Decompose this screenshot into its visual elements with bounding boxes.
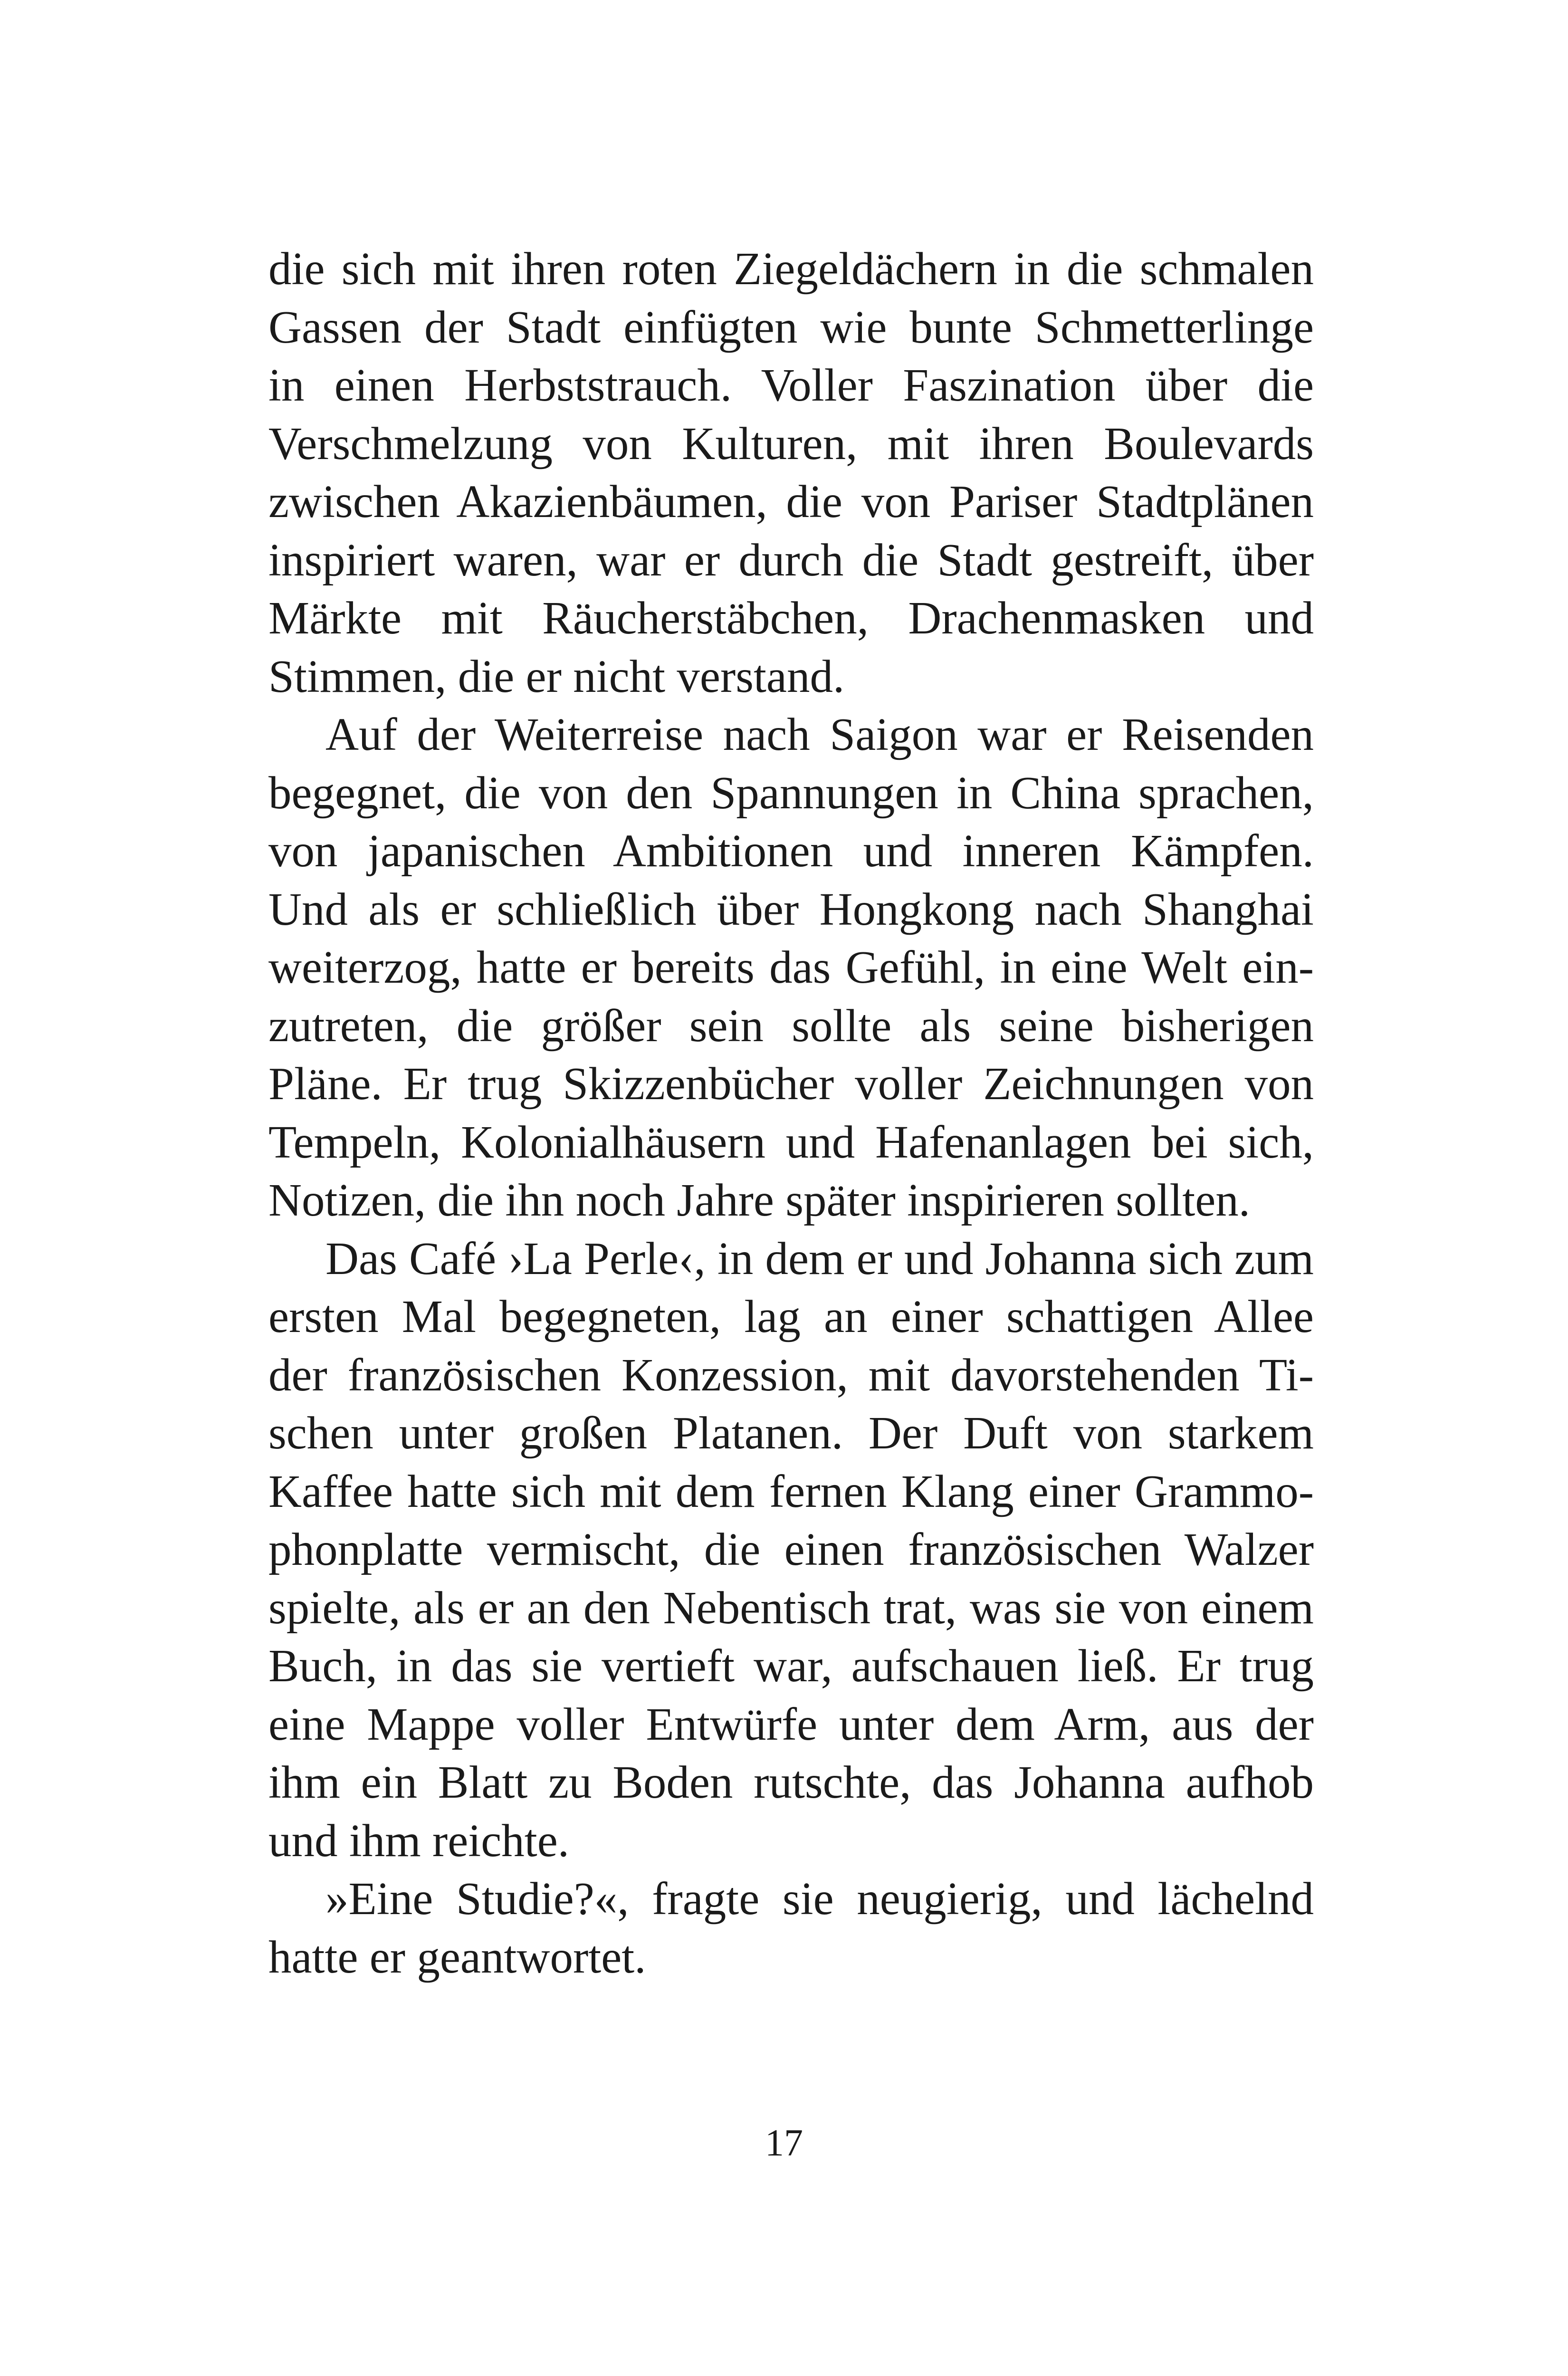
text-line: zwischen Akazienbäumen, die von Pariser Stadtplänen xyxy=(268,476,1314,527)
text-line: phonplatte vermischt, die einen französischen Walzer xyxy=(268,1524,1314,1575)
text-line: Pläne. Er trug Skizzenbücher voller Zeichnungen von xyxy=(268,1058,1314,1109)
text-line: ersten Mal begegneten, lag an einer schattigen Allee xyxy=(268,1291,1314,1342)
text-line: hatte er geantwortet. xyxy=(268,1931,646,1983)
text-line: schen unter großen Platanen. Der Duft von starkem xyxy=(268,1408,1314,1458)
text-line: und ihm reichte. xyxy=(268,1815,570,1866)
text-line: zutreten, die größer sein sollte als seine bisherigen xyxy=(268,1000,1314,1051)
text-line: Das Café ›La Perle‹, in dem er und Johanna sich zum xyxy=(325,1233,1314,1284)
paragraph-4 xyxy=(268,1870,1314,1986)
text-line: der französischen Konzession, mit davorstehenden Ti- xyxy=(268,1349,1314,1400)
text-line: ihm ein Blatt zu Boden rutschte, das Johanna aufhob xyxy=(268,1757,1314,1808)
text-line: Stimmen, die er nicht verstand. xyxy=(268,651,845,702)
page-number: 17 xyxy=(765,2122,803,2164)
text-line: Märkte mit Räucherstäbchen, Drachenmasken und xyxy=(268,593,1314,643)
text-line: Tempeln, Kolonialhäusern und Hafenanlagen bei sich, xyxy=(268,1116,1314,1168)
text-line: die sich mit ihren roten Ziegeldächern in die schmalen xyxy=(268,243,1314,294)
text-line: spielte, als er an den Nebentisch trat, was sie von einem xyxy=(268,1582,1314,1633)
text-line: Und als er schließlich über Hongkong nach Shanghai xyxy=(268,883,1314,935)
text-line: inspiriert waren, war er durch die Stadt gestreift, über xyxy=(268,534,1314,585)
paragraph-2 xyxy=(268,706,1314,1230)
body-text xyxy=(268,240,1314,1986)
text-line: Auf der Weiterreise nach Saigon war er Reisenden xyxy=(325,709,1314,760)
text-line: in einen Herbststrauch. Voller Faszination über die xyxy=(268,360,1314,411)
text-line: Buch, in das sie vertieft war, aufschauen ließ. Er trug xyxy=(268,1640,1314,1691)
text-line: Gassen der Stadt einfügten wie bunte Schmetterlinge xyxy=(268,301,1314,353)
text-line: Kaffee hatte sich mit dem fernen Klang einer Grammo- xyxy=(268,1466,1314,1517)
text-line: »Eine Studie?«, fragte sie neugierig, und lächelnd xyxy=(325,1873,1314,1924)
text-line: von japanischen Ambitionen und inneren Kämpfen. xyxy=(268,825,1314,876)
text-line: eine Mappe voller Entwürfe unter dem Arm, aus der xyxy=(268,1698,1314,1750)
text-line: Verschmelzung von Kulturen, mit ihren Boulevards xyxy=(268,418,1314,469)
text-line: Notizen, die ihn noch Jahre später inspirieren sollten. xyxy=(268,1175,1251,1226)
text-line: weiterzog, hatte er bereits das Gefühl, in eine Welt ein- xyxy=(268,942,1314,993)
paragraph-3 xyxy=(268,1230,1314,1870)
text-line: begegnet, die von den Spannungen in China sprachen, xyxy=(268,767,1314,818)
paragraph-1 xyxy=(268,240,1314,706)
